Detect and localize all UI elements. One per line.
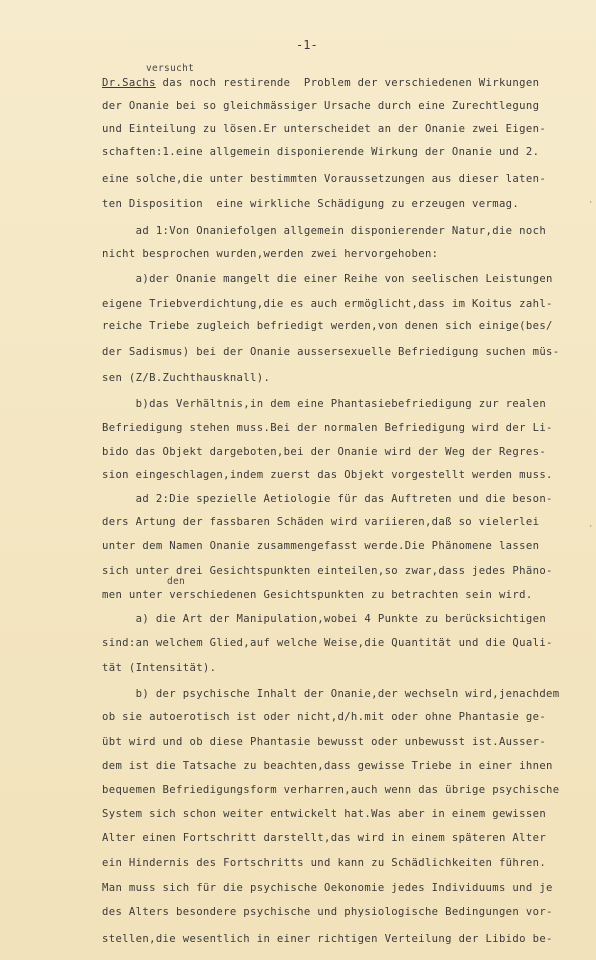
- text-line: [102, 711, 546, 723]
- line-text: eigene Triebverdichtung,die es auch ermöglicht,dass im Koitus zahl-: [102, 298, 553, 310]
- text-line: [102, 77, 539, 89]
- text-line: [102, 760, 553, 772]
- text-line: [102, 736, 546, 748]
- text-line: [102, 493, 553, 505]
- line-text: des Alters besondere psychische und physiologische Bedingungen vor-: [102, 906, 553, 918]
- line-text: dem ist die Tatsache zu beachten,dass gewisse Triebe in einer ihnen: [102, 760, 553, 772]
- text-line: [102, 516, 539, 528]
- line-text: System sich schon weiter entwickelt hat.Was aber in einem gewissen: [102, 808, 547, 820]
- line-text: sind:an welchem Glied,auf welche Weise,die Quantität und die Quali-: [102, 637, 553, 649]
- text-line: [102, 248, 438, 260]
- text-line: [102, 372, 270, 384]
- line-text: a) die Art der Manipulation,wobei 4 Punkte zu berücksichtigen: [102, 613, 547, 625]
- text-line: [102, 273, 553, 285]
- line-text: nicht besprochen wurden,werden zwei hervorgehoben:: [102, 248, 439, 260]
- line-text: ten Disposition eine wirkliche Schädigung zu erzeugen vermag.: [102, 198, 520, 210]
- text-line: [102, 662, 216, 674]
- handwritten-insertion: versucht: [146, 63, 195, 74]
- text-line: [102, 123, 546, 135]
- line-text: eine solche,die unter bestimmten Voraussetzungen aus dieser laten-: [102, 173, 547, 185]
- line-text: ein Hindernis des Fortschritts und kann zu Schädlichkeiten führen.: [102, 857, 547, 869]
- text-line: [102, 637, 553, 649]
- text-line: [102, 688, 560, 700]
- line-text: b) der psychische Inhalt der Onanie,der wechseln wird,jenachdem: [102, 688, 560, 700]
- line-text: der Onanie bei so gleichmässiger Ursache durch eine Zurechtlegung: [102, 100, 540, 112]
- line-text: tät (Intensität).: [102, 662, 217, 674]
- line-text: men unter verschiedenen Gesichtspunkten zu betrachten sein wird.: [102, 589, 533, 601]
- page-number: -1-: [296, 38, 318, 52]
- text-line: [102, 613, 546, 625]
- text-line: [102, 100, 539, 112]
- line-text: ad 2:Die spezielle Aetiologie für das Auftreten und die beson-: [102, 493, 553, 505]
- line-text: Alter einen Fortschritt darstellt,das wird in einem späteren Alter: [102, 832, 547, 844]
- text-line: [102, 146, 539, 158]
- line-text: sion eingeschlagen,indem zuerst das Objekt vorgestellt werden muss.: [102, 469, 553, 481]
- margin-mark: ·: [588, 198, 594, 208]
- line-text: und Einteilung zu lösen.Er unterscheidet an der Onanie zwei Eigen-: [102, 123, 547, 135]
- text-line: [102, 808, 546, 820]
- line-text: ob sie autoerotisch ist oder nicht,d/h.mit oder ohne Phantasie ge-: [102, 711, 547, 723]
- line-text: das noch restirende Problem der verschiedenen Wirkungen: [155, 77, 540, 89]
- text-line: [102, 832, 546, 844]
- line-text: a)der Onanie mangelt die einer Reihe von seelischen Leistungen: [102, 273, 553, 285]
- line-text: ders Artung der fassbaren Schäden wird variieren,daß so vielerlei: [102, 516, 540, 528]
- line-text: schaften:1.eine allgemein disponierende Wirkung der Onanie und 2.: [102, 146, 540, 158]
- line-text: unter dem Namen Onanie zusammengefasst werde.Die Phänomene lassen: [102, 540, 540, 552]
- text-line: [102, 540, 539, 552]
- line-text: sen (Z/B.Zuchthausknall).: [102, 372, 271, 384]
- author-name: Dr.Sachs: [102, 77, 156, 89]
- text-line: [102, 346, 560, 358]
- line-text: sich unter drei Gesichtspunkten einteilen,so zwar,dass jedes Phäno-: [102, 565, 553, 577]
- text-line: [102, 320, 553, 332]
- text-line: [102, 469, 553, 481]
- line-text: der Sadismus) bei der Onanie aussersexuelle Befriedigung suchen müs-: [102, 346, 560, 358]
- text-line: [102, 422, 553, 434]
- text-line: [102, 882, 553, 894]
- line-text: bequemen Befriedigungsform verharren,auch wenn das übrige psychische: [102, 784, 560, 796]
- line-text: übt wird und ob diese Phantasie bewusst oder unbewusst ist.Ausser-: [102, 736, 547, 748]
- text-line: [102, 589, 533, 601]
- text-line: [102, 298, 553, 310]
- line-text: ad 1:Von Onaniefolgen allgemein disponierender Natur,die noch: [102, 225, 547, 237]
- line-text: stellen,die wesentlich in einer richtigen Verteilung der Libido be-: [102, 933, 553, 945]
- text-line: [102, 857, 546, 869]
- text-line: [102, 784, 560, 796]
- text-line: [102, 225, 546, 237]
- text-line: [102, 906, 553, 918]
- text-line: [102, 198, 519, 210]
- line-text: Befriedigung stehen muss.Bei der normalen Befriedigung wird der Li-: [102, 422, 553, 434]
- typed-insertion: den: [167, 576, 186, 587]
- text-line: [102, 398, 546, 410]
- line-text: b)das Verhältnis,in dem eine Phantasiebefriedigung zur realen: [102, 398, 547, 410]
- line-text: Man muss sich für die psychische Oekonomie jedes Individuums und je: [102, 882, 553, 894]
- line-text: reiche Triebe zugleich befriedigt werden,von denen sich einige(bes/: [102, 320, 553, 332]
- text-line: [102, 446, 546, 458]
- text-line: [102, 565, 553, 577]
- line-text: bido das Objekt dargeboten,bei der Onanie wird der Weg der Regres-: [102, 446, 547, 458]
- text-line: [102, 933, 553, 945]
- margin-mark: ·: [588, 522, 594, 532]
- text-line: [102, 173, 546, 185]
